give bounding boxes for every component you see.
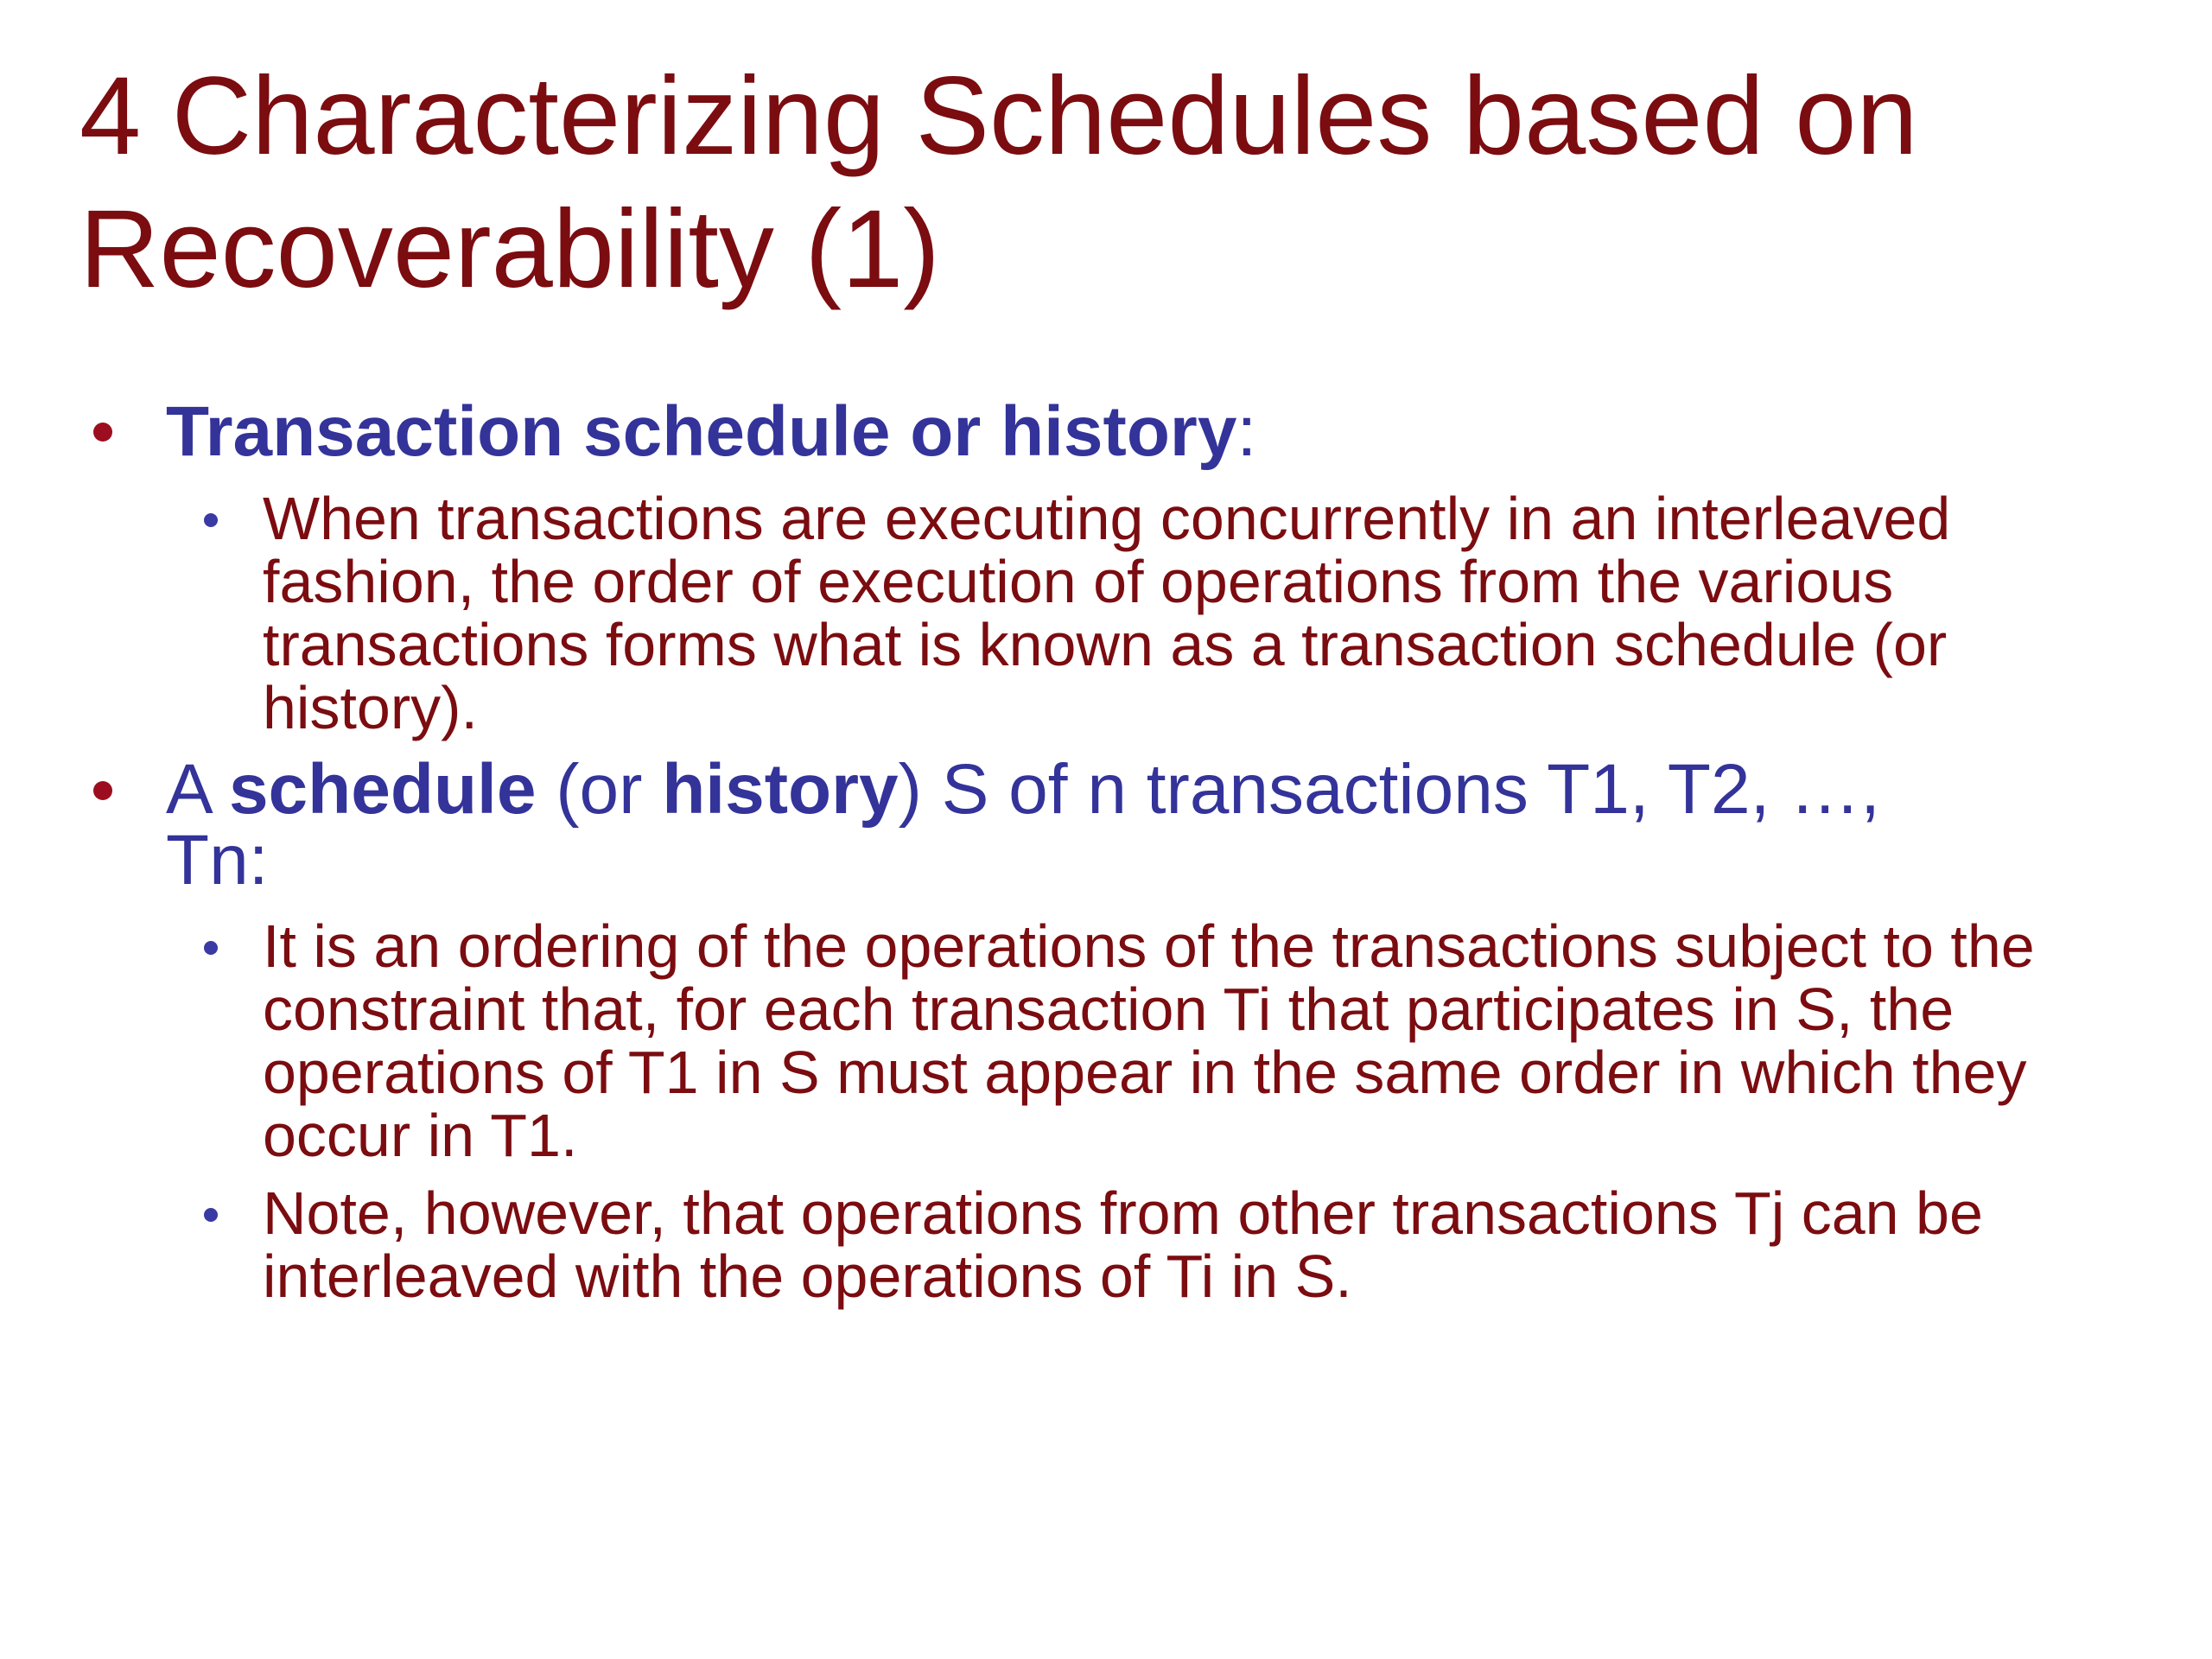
- sub-bullet-1-1-marker: [204, 513, 218, 527]
- sub-bullet-2-2-text: Note, however, that operations from other transactions Tj can be interleaved with the operations of Ti in S.: [263, 1179, 1983, 1310]
- sub-bullet-2-1-marker: [204, 941, 218, 955]
- slide-title: 4 Characterizing Schedules based on Recoverability (1): [79, 54, 1918, 311]
- sub-bullet-2-1-text: It is an ordering of the operations of the transactions subject to the constraint that, for each transaction Ti that participates in S, the operations of T1 in S must appear in the same order in which they occur in T1.: [263, 912, 2035, 1169]
- bullet-2-marker: [93, 781, 112, 800]
- bullet-2-term-schedule: schedule: [228, 750, 537, 829]
- bullet-2-rest: ) S of n transactions T1, T2, …, Tn:: [166, 750, 1880, 899]
- bullet-1-marker: [93, 423, 112, 442]
- bullet-2-lead: A: [166, 750, 229, 829]
- bullet-1-colon: :: [1236, 392, 1257, 471]
- sub-bullet-1-1-text: When transactions are executing concurrently in an interleaved fashion, the order of execution of operations from the various transactions forms what is known as a transaction schedule (or history).: [263, 485, 1951, 741]
- bullet-1-term: Transaction schedule or history: [166, 392, 1237, 471]
- bullet-2-term-history: history: [662, 750, 899, 829]
- sub-bullet-2-2-marker: [204, 1208, 218, 1222]
- bullet-2-or: (or: [536, 750, 663, 829]
- bullet-1-heading: [166, 392, 2067, 471]
- bullet-2-heading: [166, 750, 1998, 899]
